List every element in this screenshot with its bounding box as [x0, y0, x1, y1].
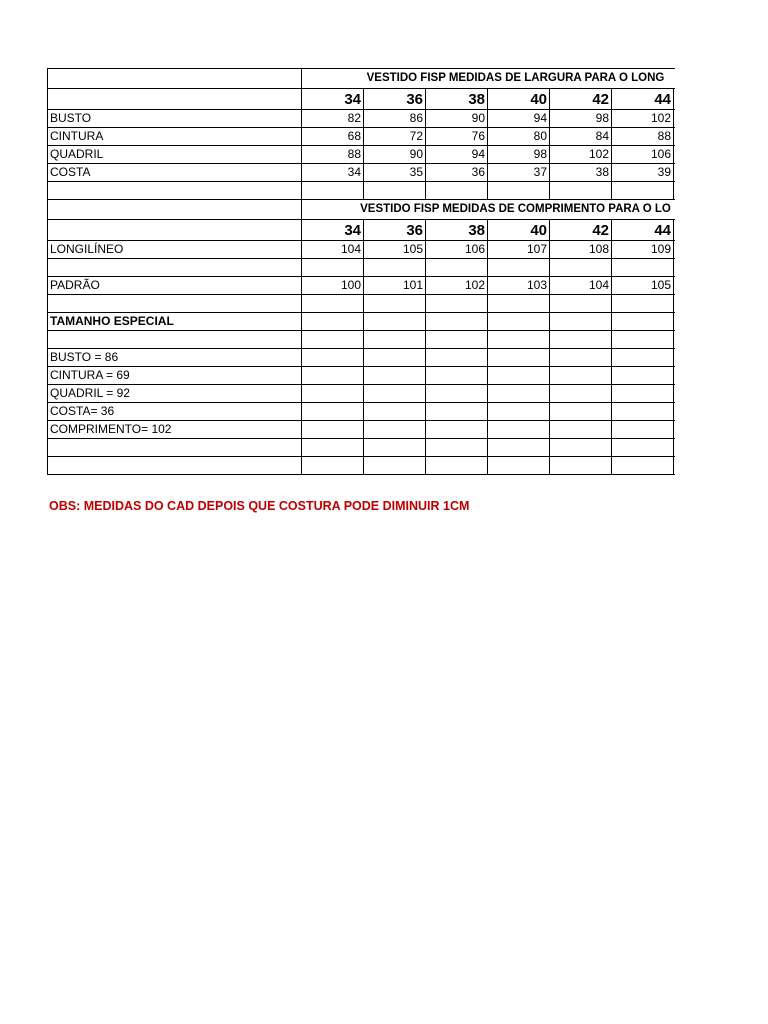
cell-empty[interactable] [488, 182, 550, 200]
spreadsheet [47, 68, 675, 480]
value-cell[interactable]: 35 [364, 164, 426, 182]
cell-empty[interactable] [426, 457, 488, 475]
size-header[interactable]: 44 [612, 89, 674, 110]
cell-empty[interactable] [426, 367, 488, 385]
size-header[interactable]: 36 [364, 89, 426, 110]
cell-empty[interactable] [488, 331, 550, 349]
cell-empty[interactable] [488, 439, 550, 457]
cell-empty[interactable] [550, 403, 612, 421]
size-header[interactable]: 44 [612, 220, 674, 241]
cell-empty[interactable] [488, 349, 550, 367]
table-row [48, 128, 676, 146]
cell-empty[interactable] [488, 457, 550, 475]
cell-empty[interactable] [674, 89, 676, 110]
row-label[interactable]: CINTURA [48, 128, 302, 146]
value-cell[interactable]: 100 [302, 277, 364, 295]
value-cell[interactable]: 68 [302, 128, 364, 146]
cell-empty[interactable] [612, 403, 674, 421]
cell-empty[interactable] [364, 421, 426, 439]
cell-empty[interactable] [674, 385, 676, 403]
special-item[interactable]: COMPRIMENTO= 102 [48, 421, 302, 439]
row-label[interactable]: LONGILÍNEO [48, 241, 302, 259]
value-cell[interactable]: 37 [488, 164, 550, 182]
value-cell[interactable]: 101 [364, 277, 426, 295]
cell-empty[interactable] [674, 295, 676, 313]
table-row [48, 182, 676, 200]
cell-empty[interactable] [426, 295, 488, 313]
cell-empty[interactable] [674, 110, 676, 128]
special-item[interactable]: BUSTO = 86 [48, 349, 302, 367]
cell-empty[interactable] [674, 259, 676, 277]
table-row [48, 313, 676, 331]
cell-empty[interactable] [364, 457, 426, 475]
cell-empty[interactable] [612, 385, 674, 403]
cell-empty[interactable] [674, 146, 676, 164]
table-row [48, 110, 676, 128]
value-cell[interactable]: 80 [488, 128, 550, 146]
cell-empty[interactable] [674, 313, 676, 331]
cell-empty[interactable] [364, 259, 426, 277]
value-cell[interactable]: 104 [550, 277, 612, 295]
width-size-header-row [48, 89, 676, 110]
table-row [48, 277, 676, 295]
cell-empty[interactable] [426, 182, 488, 200]
value-cell[interactable]: 102 [612, 110, 674, 128]
size-header[interactable]: 38 [426, 220, 488, 241]
cell-empty[interactable] [302, 439, 364, 457]
cell-empty[interactable] [550, 421, 612, 439]
cell-empty[interactable] [48, 439, 302, 457]
cell-empty[interactable] [550, 457, 612, 475]
cell-empty[interactable] [550, 331, 612, 349]
value-cell[interactable]: 98 [550, 110, 612, 128]
cell-empty[interactable] [674, 182, 676, 200]
cell-empty[interactable] [48, 295, 302, 313]
cell-empty[interactable] [612, 331, 674, 349]
table-row [48, 349, 676, 367]
cell-empty[interactable] [612, 421, 674, 439]
cell-empty[interactable] [550, 182, 612, 200]
cell-empty[interactable] [302, 182, 364, 200]
row-label[interactable]: QUADRIL [48, 146, 302, 164]
cell-empty[interactable] [488, 403, 550, 421]
value-cell[interactable]: 88 [302, 146, 364, 164]
cell-empty[interactable] [426, 313, 488, 331]
cell-empty[interactable] [612, 259, 674, 277]
special-size-heading[interactable]: TAMANHO ESPECIAL [48, 313, 302, 331]
cell-empty[interactable] [364, 331, 426, 349]
cell-empty[interactable] [612, 457, 674, 475]
cell-empty[interactable] [426, 331, 488, 349]
size-header[interactable]: 40 [488, 89, 550, 110]
value-cell[interactable]: 90 [364, 146, 426, 164]
cell-empty[interactable] [550, 385, 612, 403]
value-cell[interactable]: 84 [550, 128, 612, 146]
cell-empty[interactable] [48, 69, 302, 89]
cell-empty[interactable] [426, 259, 488, 277]
value-cell[interactable]: 105 [612, 277, 674, 295]
cell-empty[interactable] [550, 367, 612, 385]
cell-empty[interactable] [612, 439, 674, 457]
cell-empty[interactable] [364, 403, 426, 421]
table-row [48, 457, 676, 475]
cell-empty[interactable] [488, 385, 550, 403]
value-cell[interactable]: 76 [426, 128, 488, 146]
table-row [48, 295, 676, 313]
cell-empty[interactable] [48, 457, 302, 475]
table-row [48, 367, 676, 385]
row-label[interactable]: BUSTO [48, 110, 302, 128]
cell-empty[interactable] [48, 182, 302, 200]
measurements-table [47, 68, 675, 475]
value-cell[interactable]: 105 [364, 241, 426, 259]
cell-empty[interactable] [488, 295, 550, 313]
value-cell[interactable]: 104 [302, 241, 364, 259]
cell-empty[interactable] [302, 349, 364, 367]
cell-empty[interactable] [674, 349, 676, 367]
cell-empty[interactable] [48, 200, 302, 220]
cell-empty[interactable] [364, 182, 426, 200]
row-label[interactable]: COSTA [48, 164, 302, 182]
cell-empty[interactable] [612, 367, 674, 385]
value-cell[interactable]: 106 [612, 146, 674, 164]
value-cell[interactable]: 107 [488, 241, 550, 259]
table-row [48, 421, 676, 439]
cell-empty[interactable] [550, 259, 612, 277]
cell-empty[interactable] [674, 128, 676, 146]
cell-empty[interactable] [48, 331, 302, 349]
cell-empty[interactable] [48, 259, 302, 277]
cell-empty[interactable] [674, 457, 676, 475]
cell-empty[interactable] [364, 439, 426, 457]
seam-reduction-note: OBS: MEDIDAS DO CAD DEPOIS QUE COSTURA PODE DIMINUIR 1CM [49, 499, 470, 513]
cell-empty[interactable] [488, 367, 550, 385]
cell-empty[interactable] [674, 220, 676, 241]
value-cell[interactable]: 90 [426, 110, 488, 128]
cell-empty[interactable] [302, 457, 364, 475]
length-section-title[interactable]: VESTIDO FISP MEDIDAS DE COMPRIMENTO PARA O LO [302, 200, 676, 220]
cell-empty[interactable] [488, 313, 550, 331]
table-row [48, 164, 676, 182]
value-cell[interactable]: 39 [612, 164, 674, 182]
cell-empty[interactable] [302, 313, 364, 331]
cell-empty[interactable] [426, 421, 488, 439]
cell-empty[interactable] [612, 349, 674, 367]
value-cell[interactable]: 106 [426, 241, 488, 259]
table-row [48, 259, 676, 277]
cell-empty[interactable] [488, 259, 550, 277]
value-cell[interactable]: 88 [612, 128, 674, 146]
value-cell[interactable]: 94 [488, 110, 550, 128]
cell-empty[interactable] [302, 367, 364, 385]
table-row [48, 385, 676, 403]
value-cell[interactable]: 82 [302, 110, 364, 128]
cell-empty[interactable] [674, 403, 676, 421]
width-section-title[interactable]: VESTIDO FISP MEDIDAS DE LARGURA PARA O LONG [302, 69, 676, 89]
cell-empty[interactable] [674, 277, 676, 295]
special-item[interactable]: QUADRIL = 92 [48, 385, 302, 403]
cell-empty[interactable] [364, 367, 426, 385]
size-header[interactable]: 42 [550, 220, 612, 241]
size-header[interactable]: 40 [488, 220, 550, 241]
cell-empty[interactable] [674, 367, 676, 385]
special-item[interactable]: COSTA= 36 [48, 403, 302, 421]
cell-empty[interactable] [302, 295, 364, 313]
cell-empty[interactable] [302, 385, 364, 403]
cell-empty[interactable] [674, 421, 676, 439]
cell-empty[interactable] [302, 331, 364, 349]
value-cell[interactable]: 103 [488, 277, 550, 295]
cell-empty[interactable] [674, 439, 676, 457]
cell-empty[interactable] [364, 349, 426, 367]
cell-empty[interactable] [612, 313, 674, 331]
size-header[interactable]: 36 [364, 220, 426, 241]
cell-empty[interactable] [426, 349, 488, 367]
value-cell[interactable]: 108 [550, 241, 612, 259]
table-row [48, 331, 676, 349]
cell-empty[interactable] [488, 421, 550, 439]
table-row [48, 439, 676, 457]
cell-empty[interactable] [302, 421, 364, 439]
cell-empty[interactable] [550, 349, 612, 367]
cell-empty[interactable] [674, 241, 676, 259]
cell-empty[interactable] [674, 331, 676, 349]
cell-empty[interactable] [550, 313, 612, 331]
cell-empty[interactable] [48, 220, 302, 241]
cell-empty[interactable] [550, 439, 612, 457]
table-row [48, 403, 676, 421]
cell-empty[interactable] [302, 259, 364, 277]
value-cell[interactable]: 36 [426, 164, 488, 182]
row-label[interactable]: PADRÃO [48, 277, 302, 295]
value-cell[interactable]: 102 [550, 146, 612, 164]
value-cell[interactable]: 94 [426, 146, 488, 164]
cell-empty[interactable] [364, 295, 426, 313]
value-cell[interactable]: 98 [488, 146, 550, 164]
size-header[interactable]: 34 [302, 220, 364, 241]
size-header[interactable]: 42 [550, 89, 612, 110]
cell-empty[interactable] [426, 385, 488, 403]
special-item[interactable]: CINTURA = 69 [48, 367, 302, 385]
cell-empty[interactable] [364, 313, 426, 331]
cell-empty[interactable] [612, 182, 674, 200]
cell-empty[interactable] [302, 403, 364, 421]
value-cell[interactable]: 72 [364, 128, 426, 146]
value-cell[interactable]: 38 [550, 164, 612, 182]
cell-empty[interactable] [550, 295, 612, 313]
cell-empty[interactable] [674, 164, 676, 182]
size-header[interactable]: 38 [426, 89, 488, 110]
value-cell[interactable]: 86 [364, 110, 426, 128]
table-row [48, 241, 676, 259]
cell-empty[interactable] [426, 403, 488, 421]
cell-empty[interactable] [426, 439, 488, 457]
length-size-header-row [48, 220, 676, 241]
value-cell[interactable]: 109 [612, 241, 674, 259]
cell-empty[interactable] [612, 295, 674, 313]
table-row [48, 146, 676, 164]
value-cell[interactable]: 34 [302, 164, 364, 182]
cell-empty[interactable] [48, 89, 302, 110]
size-header[interactable]: 34 [302, 89, 364, 110]
cell-empty[interactable] [364, 385, 426, 403]
value-cell[interactable]: 102 [426, 277, 488, 295]
